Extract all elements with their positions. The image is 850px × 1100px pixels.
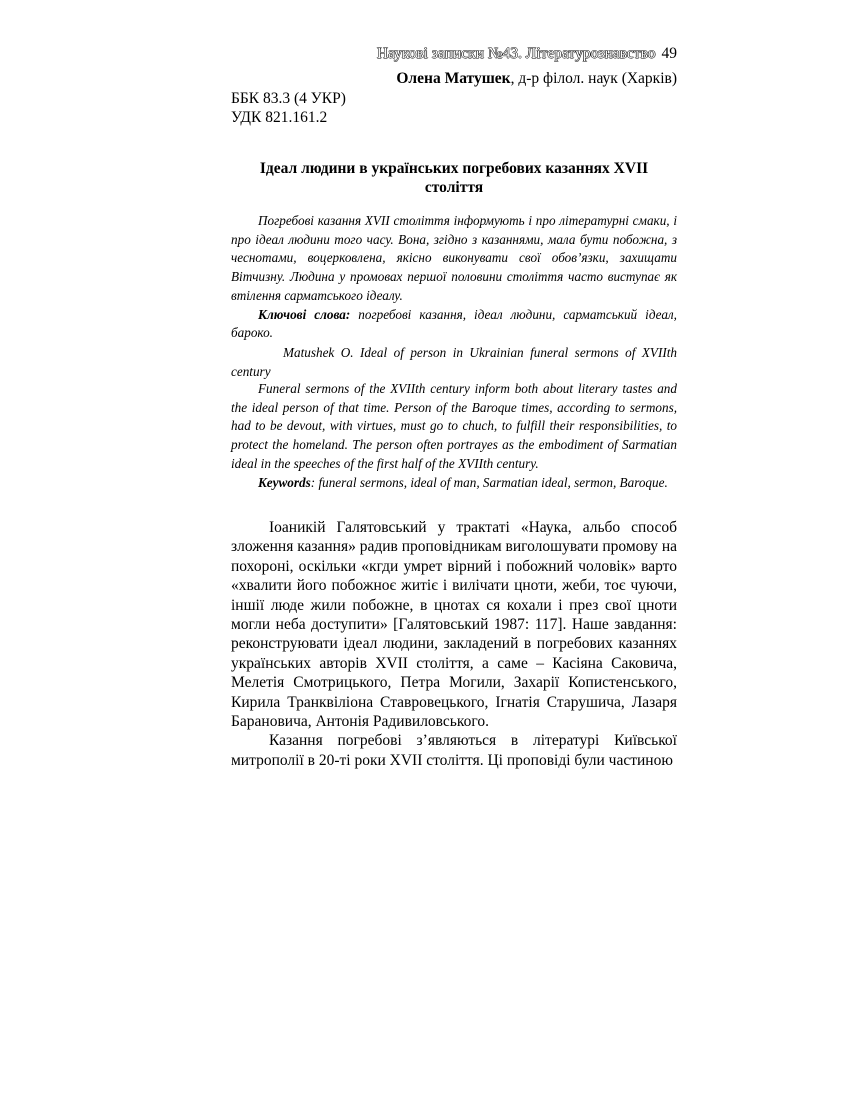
author-name: Олена Матушек — [396, 70, 511, 87]
abstract-uk-text: Погребові казання XVII століття інформують і про літературні смаки, і про ідеал людини того часу. Вона, згідно з казаннями, мала бути побожна, з чеснотами, воцерковлена, якісно виконувати свої обов’язки, захищати Вітчизну. Людина у промовах першої половини століття часто виступає як втілення сарматського ідеалу. — [231, 213, 677, 303]
body-paragraph-1: Іоаникій Галятовський у трактаті «Наука, альбо способ зложення казання» радив проповідникам виголошувати промову на похороні, оскільки «кгди умрет вірний і побожний чоловік» варто «хвалити його побожноє житіє і вилічати цноти, жеби, тоє чуючи, іншії люде жили побожне, в цнотах ся кохали і през свої цноти могли неба доступити» [Галятовський 1987: 117]. Наше завдання: реконструювати ідеал людини, закладений в погребових казаннях українських авторів XVII століття, а саме – Касіяна Саковича, Мелетія Смотрицького, Петра Могили, Захарії Копистенського, Кирила Транквіліона Ставровецького, Ігнатія Старушича, Лазаря Барановича, Антонія Радивиловського. — [231, 519, 678, 731]
author-affiliation: , д-р філол. наук (Харків) — [510, 70, 677, 87]
udk-code: УДК 821.161.2 — [231, 109, 328, 126]
english-citation: Matushek O. Ideal of person in Ukrainian funeral sermons of XVIIth century — [231, 345, 677, 379]
keywords-en-list: : funeral sermons, ideal of man, Sarmatian ideal, sermon, Baroque. — [310, 474, 668, 490]
keywords-uk-list: погребові казання, ідеал людини, сарматський ідеал, бароко. — [231, 306, 677, 341]
keywords-en-label: Keywords — [258, 474, 311, 490]
author-line — [396, 70, 677, 88]
title-line-2: століття — [424, 179, 484, 196]
abstract-english-citation — [231, 344, 677, 381]
page-number: 49 — [661, 45, 677, 62]
body-text — [231, 518, 677, 770]
keywords-uk-label: Ключові слова: — [258, 306, 351, 322]
keywords-uk — [231, 306, 677, 343]
abstract-ukrainian — [231, 212, 677, 343]
keywords-en — [231, 474, 677, 493]
bbk-code: ББК 83.3 (4 УКР) — [231, 90, 346, 107]
journal-title: Наукові записки №43. Літературознавство — [376, 45, 656, 62]
abstract-english — [231, 380, 677, 492]
running-header — [377, 45, 677, 63]
classification-codes — [231, 89, 346, 127]
article-title — [231, 159, 677, 197]
body-paragraph-2: Казання погребові з’являються в літературі Київської митрополії в 20-ті роки XVII століття. Ці проповіді були частиною — [231, 732, 677, 769]
abstract-en-text: Funeral sermons of the XVIIth century inform both about literary tastes and the ideal person of that time. Person of the Baroque times, according to sermons, had to be devout, with virtues, must go to chuch, to fulfill their responsibilities, to protect the homeland. The person often portrayes as the embodiment of Sarmatian ideal in the speeches of the first half of the XVIIth century. — [231, 381, 677, 471]
title-line-1: Ідеал людини в українських погребових казаннях XVII — [259, 160, 649, 177]
